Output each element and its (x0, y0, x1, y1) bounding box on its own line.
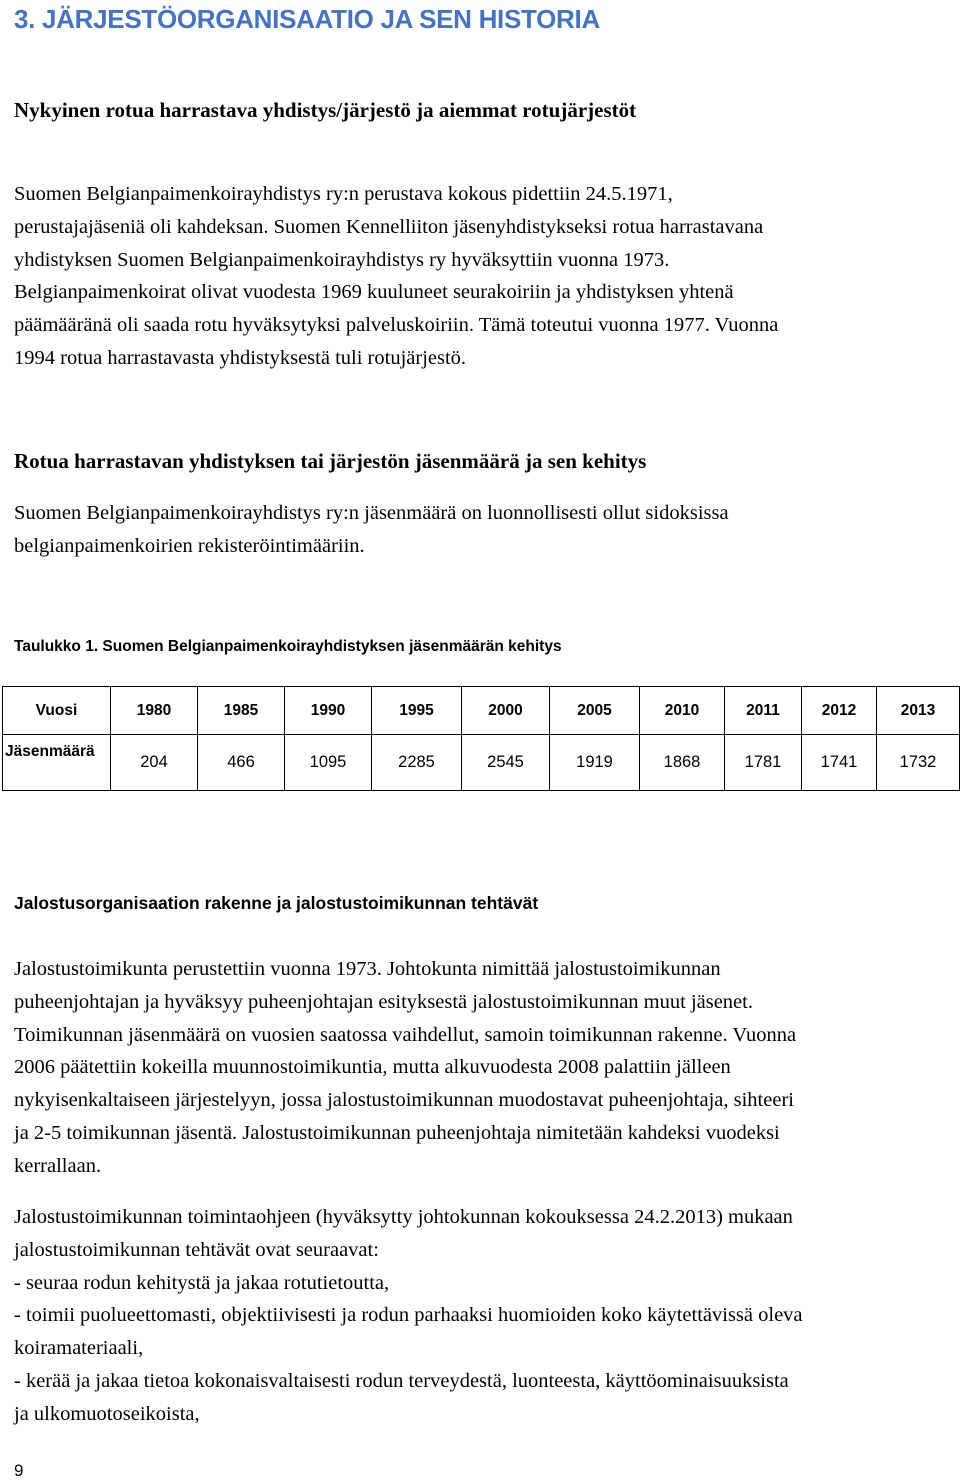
membership-table (2, 686, 960, 791)
section-heading-current-association: Nykyinen rotua harrastava yhdistys/järjestö ja aiemmat rotujärjestöt (14, 98, 637, 122)
table-cell-members: 204 (111, 735, 198, 791)
table-header-row (3, 687, 960, 735)
paragraph-line: Belgianpaimenkoirat olivat vuodesta 1969 kuuluneet seurakoiriin ja yhdistyksen yhtenä (14, 281, 734, 304)
table-cell-members: 1919 (550, 735, 640, 791)
table-row-label: Jäsenmäärä (3, 735, 111, 791)
paragraph-association-history (14, 178, 778, 375)
table-cell-members: 1741 (802, 735, 877, 791)
paragraph-line: 1994 rotua harrastavasta yhdistyksestä tuli rotujärjestö. (14, 346, 467, 369)
list-item-continuation: koiramateriaali, (14, 1337, 144, 1360)
table-cell-members: 466 (198, 735, 285, 791)
paragraph-line: Toimikunnan jäsenmäärä on vuosien saatossa vaihdellut, samoin toimikunnan rakenne. Vuonna (14, 1023, 797, 1046)
table-header-year: 1980 (111, 687, 198, 735)
list-item: - seuraa rodun kehitystä ja jakaa rotutietoutta, (14, 1271, 390, 1294)
table-cell-members: 1732 (877, 735, 960, 791)
table-cell-members: 2545 (462, 735, 550, 791)
paragraph-line: Suomen Belgianpaimenkoirayhdistys ry:n jäsenmäärä on luonnollisesti ollut sidoksissa (14, 502, 729, 524)
paragraph-line: yhdistyksen Suomen Belgianpaimenkoirayhdistys ry hyväksyttiin vuonna 1973. (14, 248, 670, 271)
paragraph-line: nykyisenkaltaiseen järjestelyyn, jossa jalostustoimikunnan muodostavat puheenjohtaja, sihteeri (14, 1089, 794, 1112)
table-header-year: 2012 (802, 687, 877, 735)
table-cell-members: 1868 (640, 735, 725, 791)
table-cell-members: 2285 (372, 735, 462, 791)
paragraph-line: jalostustoimikunnan tehtävät ovat seuraavat: (14, 1238, 379, 1261)
paragraph-line: 2006 päätettiin kokeilla muunnostoimikuntia, mutta alkuvuodesta 2008 palattiin jälleen (14, 1056, 731, 1079)
table-header-year: 1990 (285, 687, 372, 735)
table-row (3, 735, 960, 791)
paragraph-line: ja 2-5 toimikunnan jäsentä. Jalostustoimikunnan puheenjohtaja nimitetään kahdeksi vuodeksi (14, 1121, 780, 1144)
table-header-year: 2013 (877, 687, 960, 735)
table-header-year: 1985 (198, 687, 285, 735)
table-cell-members: 1781 (725, 735, 802, 791)
list-item: - kerää ja jakaa tietoa kokonaisvaltaisesti rodun terveydestä, luonteesta, käyttöominaisuuksista (14, 1369, 789, 1392)
table-header-year: 2000 (462, 687, 550, 735)
paragraph-line: kerrallaan. (14, 1154, 102, 1177)
paragraph-committee-tasks (14, 1201, 803, 1431)
table-header-year: 2011 (725, 687, 802, 735)
table-header-label: Vuosi (3, 687, 111, 735)
paragraph-line: perustajajäseniä oli kahdeksan. Suomen Kennelliiton jäsenyhdistykseksi rotua harrastavana (14, 215, 764, 238)
paragraph-line: belgianpaimenkoirien rekisteröintimääriin. (14, 534, 365, 557)
table-header-year: 2010 (640, 687, 725, 735)
section-heading-breeding-organisation: Jalostusorganisaation rakenne ja jalostustoimikunnan tehtävät (14, 893, 539, 913)
paragraph-line: Suomen Belgianpaimenkoirayhdistys ry:n perustava kokous pidettiin 24.5.1971, (14, 183, 673, 205)
table-header-year: 2005 (550, 687, 640, 735)
paragraph-line: puheenjohtajan ja hyväksyy puheenjohtajan esityksestä jalostustoimikunnan muut jäsenet. (14, 990, 753, 1013)
paragraph-breeding-committee (14, 953, 796, 1183)
section-heading-membership: Rotua harrastavan yhdistyksen tai järjestön jäsenmäärä ja sen kehitys (14, 449, 647, 473)
table-header-year: 1995 (372, 687, 462, 735)
list-item-continuation: ja ulkomuotoseikoista, (14, 1402, 200, 1425)
list-item: - toimii puolueettomasti, objektiivisesti ja rodun parhaaksi huomioiden koko käytettävissä oleva (14, 1304, 803, 1327)
paragraph-membership (14, 497, 729, 563)
page-number: 9 (14, 1461, 24, 1480)
table-caption: Taulukko 1. Suomen Belgianpaimenkoirayhdistyksen jäsenmäärän kehitys (14, 638, 562, 655)
table-cell-members: 1095 (285, 735, 372, 791)
paragraph-line: Jalostustoimikunta perustettiin vuonna 1973. Johtokunta nimittää jalostustoimikunnan (14, 958, 721, 980)
chapter-title: 3. JÄRJESTÖORGANISAATIO JA SEN HISTORIA (14, 4, 600, 34)
paragraph-line: päämääränä oli saada rotu hyväksytyksi palveluskoiriin. Tämä toteutui vuonna 1977. Vuonna (14, 314, 779, 337)
paragraph-line: Jalostustoimikunnan toimintaohjeen (hyväksytty johtokunnan kokouksessa 24.2.2013) mukaan (14, 1206, 793, 1228)
